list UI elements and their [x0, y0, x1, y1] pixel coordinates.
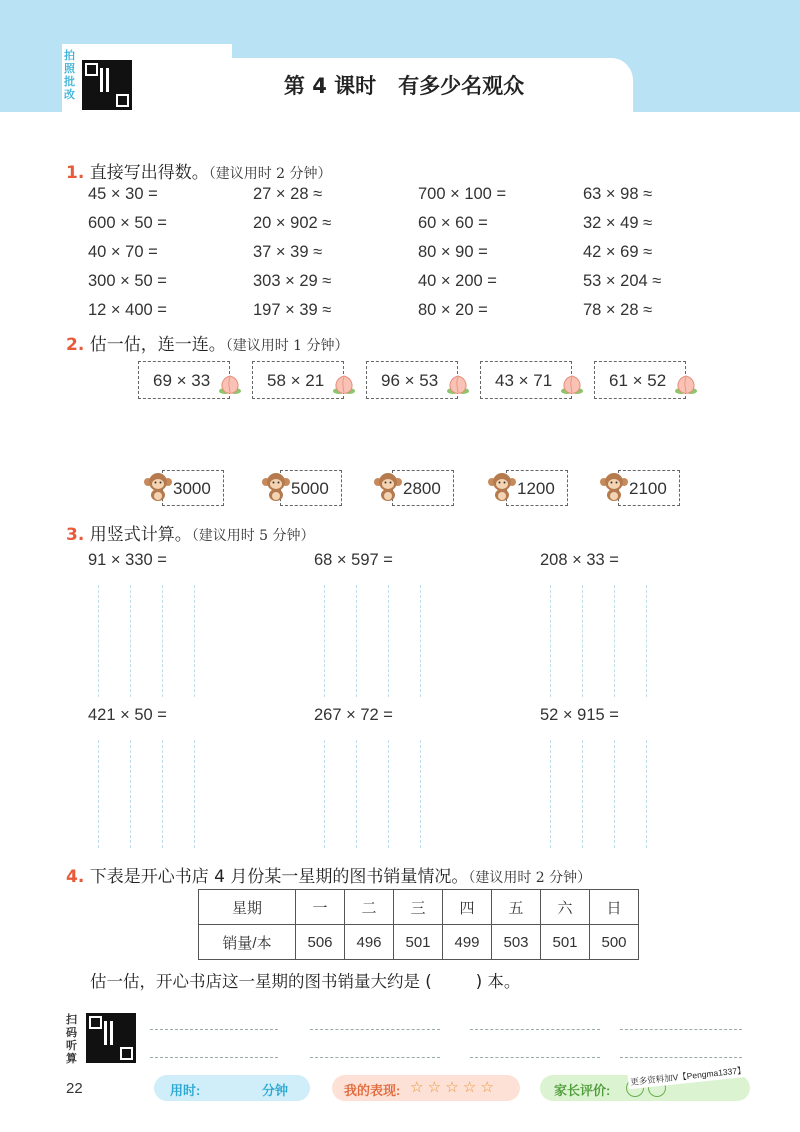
calculation-problem: 68 × 597 = — [314, 551, 393, 569]
table-header-cell: 五 — [492, 890, 541, 925]
math-problem: 80 × 20 = — [418, 301, 488, 319]
math-problem: 45 × 30 = — [88, 185, 158, 203]
estimate-question — [90, 968, 520, 992]
guide-line — [194, 585, 195, 697]
guide-line — [130, 740, 131, 848]
lesson-title: 有多少名观众 — [398, 74, 525, 98]
photo-grading-label: 拍照批改 — [64, 50, 75, 101]
math-problem: 40 × 70 = — [88, 243, 158, 261]
math-problem: 78 × 28 ≈ — [583, 301, 653, 319]
time-label: 用时: — [170, 1083, 201, 1098]
math-problem: 40 × 200 = — [418, 272, 497, 290]
peach-icon — [447, 374, 469, 395]
math-problem: 63 × 98 ≈ — [583, 185, 653, 203]
expression-card[interactable] — [138, 361, 230, 399]
time-hint: （建议用时 1 分钟） — [225, 338, 349, 354]
guide-line — [98, 740, 99, 848]
table-data-row — [199, 925, 639, 960]
table-header-cell: 星期 — [199, 890, 296, 925]
answer-line[interactable] — [150, 1029, 278, 1030]
monkey-icon — [262, 472, 290, 502]
scan-listen-label: 扫码听算 — [66, 1014, 77, 1065]
star-rating[interactable]: ☆ ☆ ☆ ☆ ☆ — [410, 1079, 494, 1096]
math-problem: 20 × 902 ≈ — [253, 214, 332, 232]
guide-line — [646, 740, 647, 848]
time-unit: 分钟 — [262, 1083, 289, 1098]
page-title — [175, 70, 633, 100]
table-header-cell: 一 — [296, 890, 345, 925]
math-problem: 303 × 29 ≈ — [253, 272, 332, 290]
monkey-icon — [374, 472, 402, 502]
guide-line — [324, 740, 325, 848]
guide-line — [614, 585, 615, 697]
guide-line — [194, 740, 195, 848]
question-number: 3. — [66, 525, 85, 545]
answer-line[interactable] — [620, 1057, 742, 1058]
guide-line — [388, 585, 389, 697]
estimate-question-end: ) 本。 — [475, 972, 521, 991]
expression-text: 69 × 33 — [153, 371, 211, 390]
table-cell: 506 — [296, 925, 345, 960]
calculation-problem: 267 × 72 = — [314, 706, 393, 724]
question-number: 1. — [66, 163, 85, 183]
answer-line[interactable] — [310, 1057, 440, 1058]
peach-icon — [333, 374, 355, 395]
question-text: 直接写出得数。 — [89, 163, 209, 183]
guide-line — [614, 740, 615, 848]
answer-line[interactable] — [310, 1029, 440, 1030]
question-text: 下表是开心书店 4 月份某一星期的图书销量情况。 — [89, 867, 469, 887]
answer-text: 5000 — [291, 479, 329, 498]
math-problem: 197 × 39 ≈ — [253, 301, 332, 319]
parent-review-label: 家长评价: — [554, 1083, 611, 1098]
guide-line — [646, 585, 647, 697]
expression-card[interactable] — [366, 361, 458, 399]
expression-card[interactable] — [594, 361, 686, 399]
table-cell: 499 — [443, 925, 492, 960]
expression-text: 96 × 53 — [381, 371, 439, 390]
math-problem: 300 × 50 = — [88, 272, 167, 290]
qr-code-icon[interactable] — [86, 1013, 136, 1063]
guide-line — [420, 585, 421, 697]
table-header-cell: 二 — [345, 890, 394, 925]
guide-line — [582, 585, 583, 697]
guide-line — [550, 740, 551, 848]
expression-text: 61 × 52 — [609, 371, 667, 390]
lesson-number: 第 4 课时 — [283, 74, 377, 98]
guide-line — [98, 585, 99, 697]
math-problem: 700 × 100 = — [418, 185, 507, 203]
question-1-heading — [66, 158, 332, 183]
table-cell: 501 — [394, 925, 443, 960]
math-problem: 32 × 49 ≈ — [583, 214, 653, 232]
math-problem: 42 × 69 ≈ — [583, 243, 653, 261]
guide-line — [130, 585, 131, 697]
peach-icon — [561, 374, 583, 395]
page-number: 22 — [66, 1080, 83, 1097]
answer-line[interactable] — [470, 1057, 600, 1058]
answer-text: 2800 — [403, 479, 441, 498]
calculation-problem: 421 × 50 = — [88, 706, 167, 724]
answer-line[interactable] — [620, 1029, 742, 1030]
guide-line — [388, 740, 389, 848]
math-problem: 53 × 204 ≈ — [583, 272, 662, 290]
answer-text: 2100 — [629, 479, 667, 498]
question-text: 估一估，连一连。 — [89, 335, 226, 355]
table-cell: 500 — [590, 925, 639, 960]
guide-line — [162, 740, 163, 848]
question-4-heading — [66, 862, 591, 887]
guide-line — [356, 740, 357, 848]
monkey-icon — [488, 472, 516, 502]
guide-line — [324, 585, 325, 697]
calculation-problem: 52 × 915 = — [540, 706, 619, 724]
expression-card[interactable] — [480, 361, 572, 399]
table-header-cell: 日 — [590, 890, 639, 925]
math-problem: 80 × 90 = — [418, 243, 488, 261]
time-hint: （建议用时 5 分钟） — [191, 528, 315, 544]
question-number: 2. — [66, 335, 85, 355]
guide-line — [550, 585, 551, 697]
calculation-problem: 91 × 330 = — [88, 551, 167, 569]
table-header-cell: 三 — [394, 890, 443, 925]
answer-text: 1200 — [517, 479, 555, 498]
table-header-row — [199, 890, 639, 925]
math-problem: 60 × 60 = — [418, 214, 488, 232]
guide-line — [356, 585, 357, 697]
expression-text: 43 × 71 — [495, 371, 553, 390]
qr-code-icon[interactable] — [82, 60, 132, 110]
time-hint: （建议用时 2 分钟） — [468, 870, 592, 886]
answer-line[interactable] — [150, 1057, 278, 1058]
monkey-icon — [600, 472, 628, 502]
table-cell: 501 — [541, 925, 590, 960]
sales-table — [198, 889, 639, 960]
performance-label: 我的表现: — [344, 1083, 401, 1098]
calculation-problem: 208 × 33 = — [540, 551, 619, 569]
peach-icon — [675, 374, 697, 395]
math-problem: 600 × 50 = — [88, 214, 167, 232]
watermark: 更多资料加V【Pengma1337】 — [628, 1063, 749, 1089]
time-pill — [154, 1075, 310, 1101]
table-header-cell: 六 — [541, 890, 590, 925]
math-problem: 37 × 39 ≈ — [253, 243, 323, 261]
question-2-heading — [66, 330, 349, 355]
guide-line — [582, 740, 583, 848]
monkey-icon — [144, 472, 172, 502]
math-problem: 27 × 28 ≈ — [253, 185, 323, 203]
table-header-cell: 四 — [443, 890, 492, 925]
guide-line — [162, 585, 163, 697]
table-cell: 503 — [492, 925, 541, 960]
question-text: 用竖式计算。 — [89, 525, 192, 545]
performance-pill — [332, 1075, 520, 1101]
time-hint: （建议用时 2 分钟） — [208, 166, 332, 182]
expression-card[interactable] — [252, 361, 344, 399]
table-cell: 销量/本 — [199, 925, 296, 960]
table-cell: 496 — [345, 925, 394, 960]
estimate-question-start: 估一估，开心书店这一星期的图书销量大约是 ( — [90, 972, 432, 991]
math-problem: 12 × 400 = — [88, 301, 167, 319]
expression-text: 58 × 21 — [267, 371, 325, 390]
question-3-heading — [66, 520, 315, 545]
answer-text: 3000 — [173, 479, 211, 498]
guide-line — [420, 740, 421, 848]
answer-line[interactable] — [470, 1029, 600, 1030]
peach-icon — [219, 374, 241, 395]
question-number: 4. — [66, 867, 85, 887]
